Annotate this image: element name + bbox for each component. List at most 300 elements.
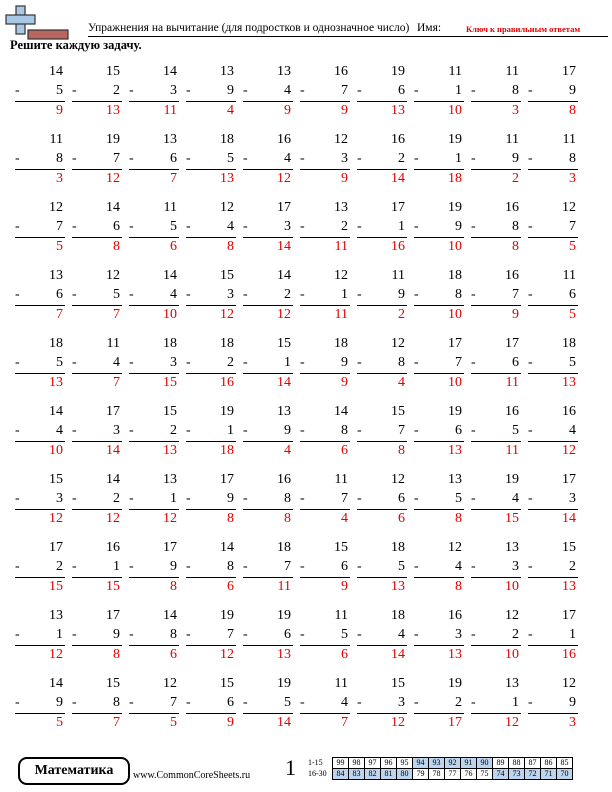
answer: 8	[227, 239, 234, 254]
subtrahend: 1	[512, 695, 519, 710]
answer-rule	[528, 169, 578, 170]
problem-card	[357, 268, 407, 328]
subtrahend: 4	[56, 423, 63, 438]
minus-sign: -	[471, 423, 476, 438]
score-table	[308, 757, 573, 780]
answer: 3	[569, 171, 576, 186]
minuend: 16	[562, 404, 576, 419]
problem-card	[300, 200, 350, 260]
problem-card	[528, 200, 578, 260]
answer: 10	[505, 579, 519, 594]
minuend: 19	[505, 472, 519, 487]
minus-sign: -	[300, 491, 305, 506]
subtrahend: 4	[284, 83, 291, 98]
score-cell: 75	[477, 769, 493, 780]
score-cell: 77	[445, 769, 461, 780]
answer-rule	[243, 509, 293, 510]
problem-card	[186, 64, 236, 124]
minuend: 18	[220, 132, 234, 147]
subtrahend: 5	[341, 627, 348, 642]
problem-card	[300, 608, 350, 668]
problem-card	[414, 336, 464, 396]
minuend: 19	[277, 676, 291, 691]
minus-sign: -	[129, 287, 134, 302]
problem-card	[15, 676, 65, 736]
score-cell: 74	[493, 769, 509, 780]
answer: 9	[512, 307, 519, 322]
minuend: 12	[391, 472, 405, 487]
minus-sign: -	[15, 695, 20, 710]
problem-card	[186, 540, 236, 600]
score-cell: 89	[493, 758, 509, 769]
problem-card	[15, 132, 65, 192]
minus-sign: -	[357, 627, 362, 642]
minus-sign: -	[300, 695, 305, 710]
minus-sign: -	[243, 287, 248, 302]
minus-sign: -	[414, 627, 419, 642]
subtrahend: 5	[227, 151, 234, 166]
problem-card	[15, 336, 65, 396]
subtrahend: 4	[113, 355, 120, 370]
problem-card	[357, 472, 407, 532]
minus-sign: -	[528, 83, 533, 98]
answer-rule	[72, 441, 122, 442]
subtrahend: 7	[227, 627, 234, 642]
minuend: 15	[106, 64, 120, 79]
minuend: 19	[448, 200, 462, 215]
minus-sign: -	[186, 83, 191, 98]
score-cell: 86	[541, 758, 557, 769]
answer: 8	[227, 511, 234, 526]
minuend: 14	[106, 200, 120, 215]
minus-sign: -	[357, 151, 362, 166]
subtrahend: 1	[398, 219, 405, 234]
subtrahend: 2	[512, 627, 519, 642]
problem-card	[414, 472, 464, 532]
answer: 10	[448, 375, 462, 390]
score-cell: 96	[381, 758, 397, 769]
minuend: 17	[391, 200, 405, 215]
problem-card	[15, 268, 65, 328]
subtrahend: 8	[398, 355, 405, 370]
minuend: 19	[448, 676, 462, 691]
score-cell: 91	[461, 758, 477, 769]
answer-rule	[414, 509, 464, 510]
minus-sign: -	[471, 559, 476, 574]
subtrahend: 7	[398, 423, 405, 438]
minuend: 13	[334, 200, 348, 215]
subtrahend: 7	[341, 491, 348, 506]
answer-rule	[72, 577, 122, 578]
score-cell: 85	[557, 758, 573, 769]
minuend: 16	[106, 540, 120, 555]
answer: 3	[512, 103, 519, 118]
minus-sign: -	[15, 219, 20, 234]
problem-card	[471, 404, 521, 464]
answer: 15	[505, 511, 519, 526]
minuend: 11	[334, 472, 348, 487]
subtrahend: 9	[227, 83, 234, 98]
problem-card	[129, 200, 179, 260]
answer-rule	[300, 169, 350, 170]
score-cell: 76	[461, 769, 477, 780]
minus-sign: -	[357, 287, 362, 302]
subtrahend: 9	[455, 219, 462, 234]
answer-rule	[414, 305, 464, 306]
minus-sign: -	[129, 695, 134, 710]
subtrahend: 7	[170, 695, 177, 710]
problem-card	[414, 200, 464, 260]
problem-card	[129, 404, 179, 464]
score-row-label: 1-15	[308, 758, 323, 767]
answer: 11	[505, 375, 519, 390]
answer-rule	[186, 713, 236, 714]
minuend: 15	[277, 336, 291, 351]
subtrahend: 9	[569, 695, 576, 710]
minuend: 15	[562, 540, 576, 555]
problem-card	[414, 268, 464, 328]
minus-sign: -	[243, 423, 248, 438]
problem-card	[72, 64, 122, 124]
minus-sign: -	[300, 287, 305, 302]
answer: 13	[391, 579, 405, 594]
subtrahend: 9	[398, 287, 405, 302]
subtrahend: 6	[398, 83, 405, 98]
answer-rule	[300, 237, 350, 238]
answer: 9	[341, 579, 348, 594]
problem-card	[528, 676, 578, 736]
answer-rule	[471, 441, 521, 442]
answer: 11	[334, 239, 348, 254]
subtrahend: 2	[284, 287, 291, 302]
minus-sign: -	[243, 627, 248, 642]
subtrahend: 4	[284, 151, 291, 166]
answer-rule	[300, 373, 350, 374]
minus-sign: -	[243, 695, 248, 710]
subtrahend: 3	[170, 355, 177, 370]
problem-card	[243, 676, 293, 736]
subtrahend: 2	[113, 491, 120, 506]
minuend: 16	[505, 268, 519, 283]
score-cell: 83	[349, 769, 365, 780]
minus-sign: -	[357, 423, 362, 438]
subtrahend: 2	[170, 423, 177, 438]
subtrahend: 5	[56, 355, 63, 370]
subtrahend: 9	[170, 559, 177, 574]
subtrahend: 2	[455, 695, 462, 710]
problem-card	[72, 540, 122, 600]
subtrahend: 3	[512, 559, 519, 574]
problem-card	[357, 608, 407, 668]
minus-sign: -	[186, 559, 191, 574]
subtrahend: 9	[341, 355, 348, 370]
answer: 7	[113, 375, 120, 390]
minus-sign: -	[72, 559, 77, 574]
minus-sign: -	[528, 491, 533, 506]
minus-sign: -	[414, 355, 419, 370]
minus-sign: -	[15, 83, 20, 98]
answer-rule	[357, 237, 407, 238]
subtrahend: 7	[512, 287, 519, 302]
minuend: 11	[334, 676, 348, 691]
minuend: 18	[334, 336, 348, 351]
answer: 5	[170, 715, 177, 730]
answer-rule	[414, 645, 464, 646]
answer-rule	[471, 645, 521, 646]
answer-rule	[528, 441, 578, 442]
score-cell: 97	[365, 758, 381, 769]
problem-card	[186, 132, 236, 192]
subtrahend: 9	[569, 83, 576, 98]
minus-sign: -	[528, 627, 533, 642]
answer-rule	[129, 373, 179, 374]
answer-rule	[15, 713, 65, 714]
minus-sign: -	[15, 627, 20, 642]
minus-sign: -	[300, 151, 305, 166]
answer: 14	[562, 511, 576, 526]
minus-sign: -	[186, 355, 191, 370]
answer-rule	[357, 645, 407, 646]
score-cell: 82	[365, 769, 381, 780]
problem-card	[243, 540, 293, 600]
header-rule	[88, 36, 608, 37]
subtrahend: 3	[398, 695, 405, 710]
subtrahend: 1	[227, 423, 234, 438]
minuend: 17	[220, 472, 234, 487]
subtrahend: 5	[284, 695, 291, 710]
minuend: 19	[106, 132, 120, 147]
answer-rule	[414, 101, 464, 102]
score-row	[308, 769, 573, 780]
score-cell: 81	[381, 769, 397, 780]
answer-rule	[357, 373, 407, 374]
answer-rule	[300, 577, 350, 578]
minuend: 11	[49, 132, 63, 147]
minus-sign: -	[72, 695, 77, 710]
minuend: 12	[562, 676, 576, 691]
answer-rule	[414, 441, 464, 442]
answer: 7	[341, 715, 348, 730]
answer-rule	[186, 645, 236, 646]
problem-card	[528, 540, 578, 600]
minus-sign: -	[300, 627, 305, 642]
answer-rule	[357, 101, 407, 102]
answer-rule	[414, 237, 464, 238]
answer: 13	[391, 103, 405, 118]
answer: 10	[163, 307, 177, 322]
minus-sign: -	[186, 627, 191, 642]
answer: 5	[56, 715, 63, 730]
minuend: 15	[106, 676, 120, 691]
problem-card	[414, 132, 464, 192]
problem-card	[15, 608, 65, 668]
minus-sign: -	[528, 151, 533, 166]
answer: 10	[448, 307, 462, 322]
score-cell: 70	[557, 769, 573, 780]
answer-rule	[528, 101, 578, 102]
answer-rule	[471, 373, 521, 374]
subtrahend: 5	[512, 423, 519, 438]
minus-sign: -	[243, 83, 248, 98]
minus-sign: -	[471, 219, 476, 234]
answer-rule	[15, 577, 65, 578]
problem-card	[72, 676, 122, 736]
answer: 11	[334, 307, 348, 322]
answer-rule	[129, 577, 179, 578]
score-cell: 90	[477, 758, 493, 769]
subtrahend: 8	[284, 491, 291, 506]
answer-rule	[243, 441, 293, 442]
minuend: 18	[220, 336, 234, 351]
score-cell: 79	[413, 769, 429, 780]
problem-card	[357, 336, 407, 396]
problem-card	[471, 608, 521, 668]
answer: 9	[56, 103, 63, 118]
subtrahend: 8	[227, 559, 234, 574]
problem-card	[300, 268, 350, 328]
answer: 6	[341, 647, 348, 662]
problem-card	[15, 472, 65, 532]
minus-sign: -	[243, 559, 248, 574]
minuend: 12	[505, 608, 519, 623]
problem-card	[72, 268, 122, 328]
problem-card	[186, 200, 236, 260]
answer-rule	[471, 101, 521, 102]
answer: 13	[49, 375, 63, 390]
minus-sign: -	[528, 287, 533, 302]
minuend: 13	[448, 472, 462, 487]
answer-rule	[129, 305, 179, 306]
score-cell: 72	[525, 769, 541, 780]
minus-sign: -	[129, 151, 134, 166]
minuend: 14	[334, 404, 348, 419]
minus-sign: -	[129, 559, 134, 574]
minus-sign: -	[15, 559, 20, 574]
answer-rule	[357, 577, 407, 578]
answer-rule	[471, 577, 521, 578]
problem-card	[300, 64, 350, 124]
subtrahend: 5	[113, 287, 120, 302]
name-label: Имя:	[417, 22, 442, 34]
subtrahend: 6	[455, 423, 462, 438]
subtrahend: 1	[341, 287, 348, 302]
subtrahend: 3	[569, 491, 576, 506]
subtrahend: 4	[227, 219, 234, 234]
minus-sign: -	[300, 559, 305, 574]
problem-card	[129, 540, 179, 600]
answer-rule	[186, 509, 236, 510]
minuend: 19	[391, 64, 405, 79]
problem-card	[243, 336, 293, 396]
score-cell: 84	[333, 769, 349, 780]
problem-card	[471, 268, 521, 328]
minuend: 17	[106, 608, 120, 623]
minuend: 13	[277, 404, 291, 419]
minuend: 11	[334, 608, 348, 623]
answer: 10	[448, 239, 462, 254]
minuend: 17	[106, 404, 120, 419]
minus-sign: -	[471, 695, 476, 710]
minuend: 16	[277, 472, 291, 487]
answer-rule	[15, 237, 65, 238]
answer: 8	[113, 647, 120, 662]
minuend: 18	[448, 268, 462, 283]
answer: 8	[455, 511, 462, 526]
subtrahend: 4	[341, 695, 348, 710]
minuend: 15	[163, 404, 177, 419]
subtrahend: 5	[170, 219, 177, 234]
subtrahend: 3	[341, 151, 348, 166]
answer: 11	[277, 579, 291, 594]
problem-card	[72, 132, 122, 192]
minuend: 13	[277, 64, 291, 79]
subtrahend: 9	[284, 423, 291, 438]
minus-sign: -	[186, 423, 191, 438]
answer: 13	[562, 375, 576, 390]
answer-key-label: Ключ к правильным ответам	[466, 24, 581, 34]
subtrahend: 6	[227, 695, 234, 710]
minuend: 16	[505, 404, 519, 419]
problem-card	[471, 200, 521, 260]
answer-rule	[357, 441, 407, 442]
minus-sign: -	[72, 491, 77, 506]
worksheet-title: Упражнения на вычитание (для подростков и однозначное число)	[88, 22, 410, 34]
answer-rule	[186, 373, 236, 374]
subtrahend: 6	[398, 491, 405, 506]
answer: 12	[106, 511, 120, 526]
problem-card	[471, 132, 521, 192]
answer: 9	[341, 103, 348, 118]
subtrahend: 4	[398, 627, 405, 642]
subtrahend: 2	[227, 355, 234, 370]
problem-card	[243, 268, 293, 328]
minuend: 17	[277, 200, 291, 215]
minus-sign: -	[357, 83, 362, 98]
minus-sign: -	[15, 423, 20, 438]
minus-sign: -	[15, 287, 20, 302]
minuend: 12	[106, 268, 120, 283]
answer: 9	[341, 375, 348, 390]
minuend: 18	[277, 540, 291, 555]
problem-card	[357, 540, 407, 600]
subtrahend: 8	[512, 219, 519, 234]
minus-sign: -	[471, 287, 476, 302]
minuend: 19	[448, 132, 462, 147]
subtrahend: 6	[341, 559, 348, 574]
answer-rule	[471, 169, 521, 170]
problem-card	[243, 608, 293, 668]
problem-card	[300, 676, 350, 736]
answer-rule	[72, 509, 122, 510]
minuend: 13	[220, 64, 234, 79]
answer: 12	[562, 443, 576, 458]
answer-rule	[129, 101, 179, 102]
minus-sign: -	[357, 219, 362, 234]
minus-sign: -	[528, 355, 533, 370]
problem-card	[471, 64, 521, 124]
answer: 12	[220, 647, 234, 662]
brand-badge: Математика	[18, 757, 130, 785]
subtrahend: 4	[455, 559, 462, 574]
minuend: 16	[448, 608, 462, 623]
minus-sign: -	[129, 219, 134, 234]
minuend: 11	[448, 64, 462, 79]
minuend: 16	[505, 200, 519, 215]
answer: 14	[106, 443, 120, 458]
answer-rule	[471, 305, 521, 306]
subtrahend: 3	[284, 219, 291, 234]
answer: 17	[448, 715, 462, 730]
